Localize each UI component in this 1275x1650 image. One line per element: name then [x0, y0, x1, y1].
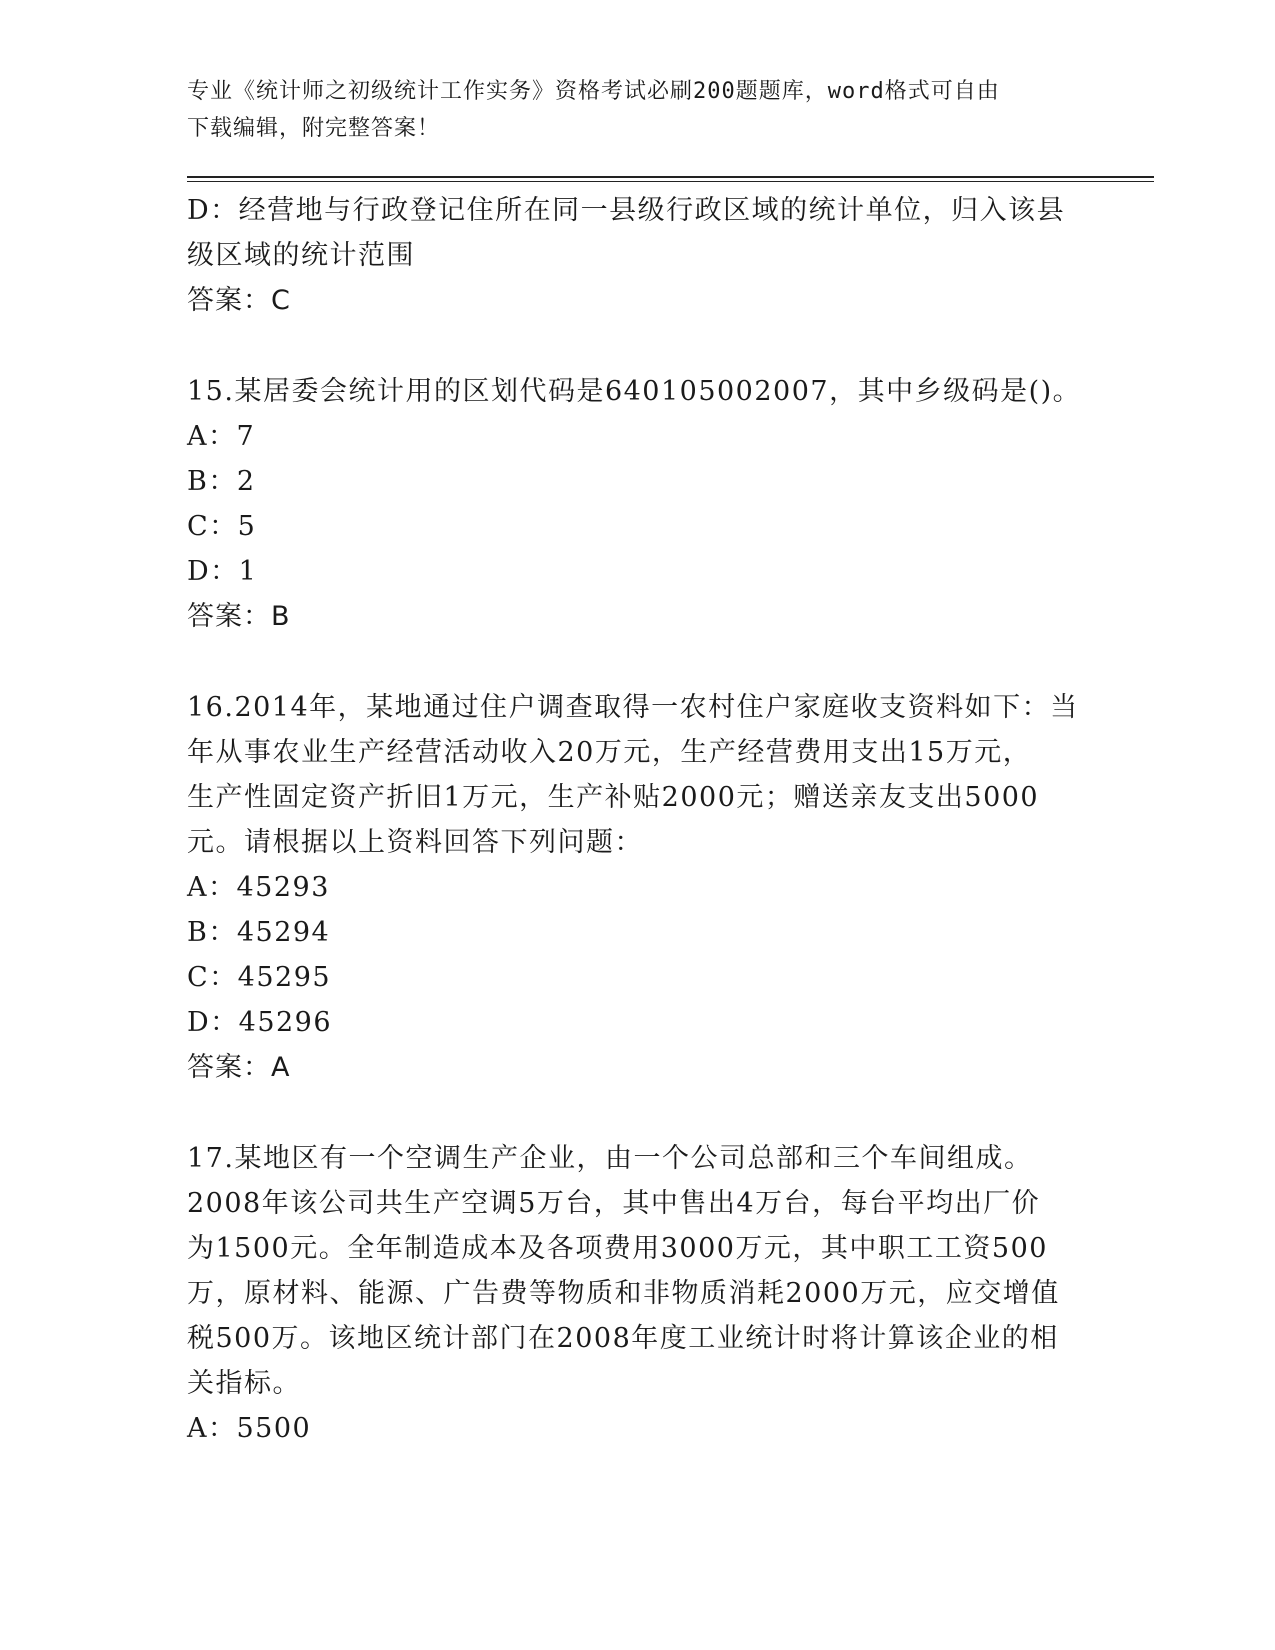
q17-stem-line-2: 2008年该公司共生产空调5万台，其中售出4万台，每台平均出厂价: [187, 1188, 1041, 1219]
spacer: [187, 639, 1087, 685]
q17-stem-line-3: 为1500元。全年制造成本及各项费用3000万元，其中职工工资500: [187, 1233, 1048, 1264]
q17-option-a: A：5500: [187, 1413, 312, 1444]
q16-stem-line-3: 生产性固定资产折旧1万元，生产补贴2000元；赠送亲友支出5000: [187, 782, 1040, 813]
q17-stem-line-1: 17.某地区有一个空调生产企业，由一个公司总部和三个车间组成。: [187, 1143, 1033, 1174]
q16-option-d: D：45296: [187, 1007, 333, 1038]
q16-stem-line-1: 16.2014年，某地通过住户调查取得一农村住户家庭收支资料如下：当: [187, 692, 1079, 723]
spacer: [187, 1090, 1087, 1136]
q15-stem: 15.某居委会统计用的区划代码是640105002007，其中乡级码是()。: [187, 376, 1082, 407]
q16-option-a: A：45293: [187, 872, 330, 903]
header-line-2: 下载编辑，附完整答案！: [187, 116, 441, 141]
prev-option-d-line-2: 级区域的统计范围: [187, 240, 415, 271]
q16-stem-line-2: 年从事农业生产经营活动收入20万元，生产经营费用支出15万元，: [187, 737, 1032, 768]
document-body: [187, 188, 1087, 1451]
q16-option-c: C：45295: [187, 962, 332, 993]
q16-answer: 答案：A: [187, 1052, 291, 1083]
q17-stem-line-4: 万，原材料、能源、广告费等物质和非物质消耗2000万元，应交增值: [187, 1278, 1060, 1309]
q15-option-d: D：1: [187, 556, 258, 587]
document-header: [187, 73, 1077, 147]
header-divider-thick: [187, 176, 1154, 178]
q16-stem-line-4: 元。请根据以上资料回答下列问题：: [187, 827, 643, 858]
q15-answer: 答案：B: [187, 601, 291, 632]
q17-stem-line-5: 税500万。该地区统计部门在2008年度工业统计时将计算该企业的相: [187, 1323, 1059, 1354]
header-divider-thin: [187, 181, 1154, 182]
header-line-1: 专业《统计师之初级统计工作实务》资格考试必刷200题题库，word格式可自由: [187, 79, 1000, 104]
q15-option-b: B：2: [187, 466, 256, 497]
prev-answer: 答案：C: [187, 285, 291, 316]
spacer: [187, 323, 1087, 369]
prev-option-d-line-1: D：经营地与行政登记住所在同一县级行政区域的统计单位，归入该县: [187, 195, 1066, 226]
q15-option-a: A：7: [187, 421, 256, 452]
q17-stem-line-6: 关指标。: [187, 1368, 301, 1399]
q16-option-b: B：45294: [187, 917, 331, 948]
q15-option-c: C：5: [187, 511, 257, 542]
